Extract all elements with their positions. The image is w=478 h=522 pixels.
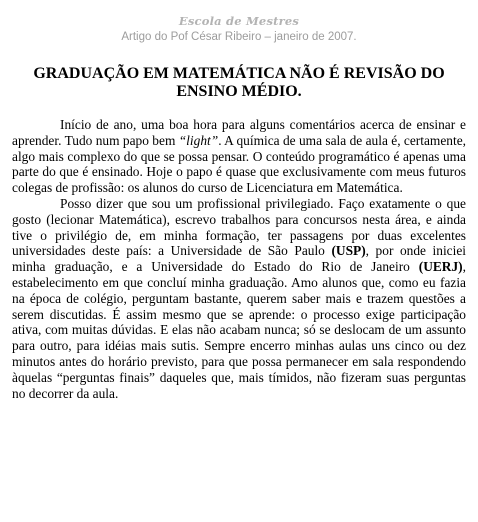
usp-acronym: (USP) [331, 243, 366, 259]
byline: Artigo do Pof César Ribeiro – janeiro de 2007. [121, 31, 357, 43]
uerj-acronym: (UERJ) [418, 259, 463, 275]
article-body [12, 117, 466, 401]
paragraph-2-text-e: , estabelecimento em que concluí minha graduação. Amo alunos que, como eu fazia na época de colégio, perguntam bastante, querem saber mais e trazem questões a serem discutidas. É assim mesmo que se aprende: o processo exige participação ativa, com muitas dúvidas. E elas não acabam nunca; só se deslocam de um assunto para outro, para idéias mais sutis. Sempre encerro minhas aulas uns cinco ou dez minutos antes do horário previsto, para que possa permanecer em sala respondendo àquelas “perguntas finais” daqueles que, mais tímidos, não fizeram suas perguntas no decorrer da aula. [12, 259, 466, 401]
masthead: Escola de Mestres [178, 14, 300, 28]
paragraph-2-text-a: Posso dizer que sou um profissional privilegiado. Faço exatamente o que gosto (lecionar Matemática), escrevo trabalhos para concursos nesta área, e ainda tive o privilégio de, em minha formação, ter passagens por duas excelentes universidades deste país: a Universidade de São Paulo [12, 195, 466, 259]
paragraph-2-text-c: , por onde iniciei minha graduação, e a Universidade do Estado do Rio de Janeiro [12, 243, 467, 275]
paragraph-1-text-a: Início de ano, uma boa hora para alguns comentários acerca de ensinar e aprender. Tudo num papo bem [12, 117, 466, 148]
paragraph-1 [12, 117, 466, 196]
article-title: GRADUAÇÃO EM MATEMÁTICA NÃO É REVISÃO DO ENSINO MÉDIO. [33, 65, 445, 100]
paragraph-2 [12, 196, 466, 401]
light-emphasis: “light” [178, 132, 219, 148]
paragraph-1-text-c: . A química de uma sala de aula é, certamente, algo mais complexo do que se possa pensar. O conteúdo programático é apenas uma parte do que é ensinado. Hoje o papo é quase que exclusivamente com meus futuros colegas de profissão: os alunos do curso de Licenciatura em Matemática. [12, 132, 466, 196]
